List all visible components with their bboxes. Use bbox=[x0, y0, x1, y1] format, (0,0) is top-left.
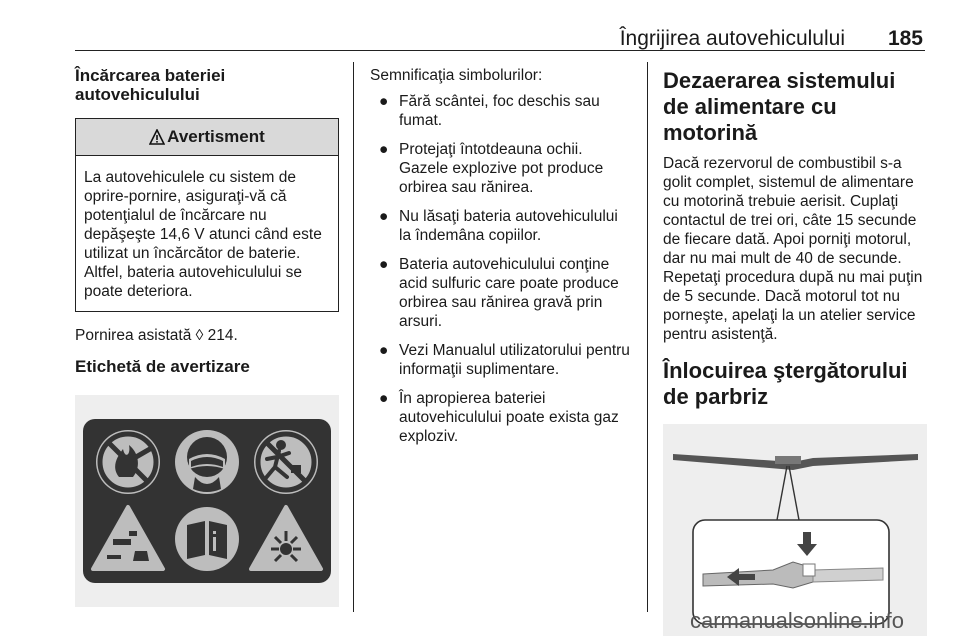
column-divider bbox=[353, 62, 354, 612]
warning-text: La autovehiculele cu sistem de oprire-pornire, asiguraţi-vă că potenţialul de încărcare nu depăşeşte 14,6 V atunci când este utilizat un încărcător de baterie. Altfel, bateria autovehiculului se poate deteriora. bbox=[84, 169, 322, 300]
crossref-jump-start: Pornirea asistată ◊ 214. bbox=[75, 327, 238, 344]
list-item: ● În apropierea bateriei autovehiculului poate exista gaz exploziv. bbox=[379, 390, 619, 445]
wiper-blade-icon bbox=[673, 454, 918, 470]
header-title: Îngrijirea autovehiculului bbox=[619, 27, 845, 50]
warning-header bbox=[76, 119, 338, 156]
warning-box bbox=[75, 118, 339, 312]
list-item: ● Nu lăsaţi bateria autovehiculului la îndemâna copiilor. bbox=[379, 208, 618, 244]
list-item: ● Fără scântei, foc deschis sau fumat. bbox=[379, 93, 600, 129]
warning-title: Avertisment bbox=[167, 127, 265, 146]
page-header bbox=[75, 0, 925, 51]
section-heading-warning-label: Etichetă de avertizare bbox=[75, 357, 250, 376]
no-fire-icon bbox=[96, 430, 160, 494]
list-item: ● Bateria autovehiculului conţine acid sulfuric care poate produce orbirea sau rănirea gravă prin arsuri. bbox=[379, 256, 619, 330]
read-manual-icon bbox=[175, 507, 239, 571]
symbols-list bbox=[370, 92, 632, 446]
symbols-intro: Semnificaţia simbolurilor: bbox=[370, 67, 543, 84]
wiper-blade-image bbox=[663, 424, 927, 636]
list-item: ● Vezi Manualul utilizatorului pentru informaţii suplimentare. bbox=[379, 342, 630, 378]
page-number: 185 bbox=[887, 27, 923, 50]
keep-children-away-icon bbox=[254, 430, 318, 494]
column-divider bbox=[647, 62, 648, 612]
column-3 bbox=[663, 58, 927, 636]
diesel-bleeding-text: Dacă rezervorul de combustibil s-a golit complet, sistemul de alimentare cu motorină trebuie aerisit. Cuplaţi contactul de trei ori, câte 15 secunde de fiecare dată. Apoi porniţi motorul, dar nu mai mult de 40 de secunde. Repetaţi procedura după nu mai puţin de 5 secunde. Dacă motorul tot nu porneşte, apelaţi la un atelier service pentru asistenţă. bbox=[663, 155, 923, 343]
section-heading-diesel-bleeding: Dezaerarea sistemului de alimentare cu motorină bbox=[663, 68, 896, 145]
list-item: ● Protejaţi întotdeauna ochii. Gazele explozive pot produce orbirea sau rănirea. bbox=[379, 141, 604, 196]
section-heading-wiper-replacement: Înlocuirea ştergătorului de parbriz bbox=[663, 358, 908, 409]
column-2 bbox=[370, 58, 632, 456]
warning-triangle-icon bbox=[149, 129, 165, 145]
eye-protection-icon bbox=[175, 430, 239, 494]
column-1 bbox=[75, 58, 339, 607]
section-heading-battery-charging: Încărcarea bateriei autovehiculului bbox=[75, 66, 226, 104]
battery-warning-label-image bbox=[75, 395, 339, 607]
watermark: carmanualsonline.info bbox=[690, 608, 905, 633]
